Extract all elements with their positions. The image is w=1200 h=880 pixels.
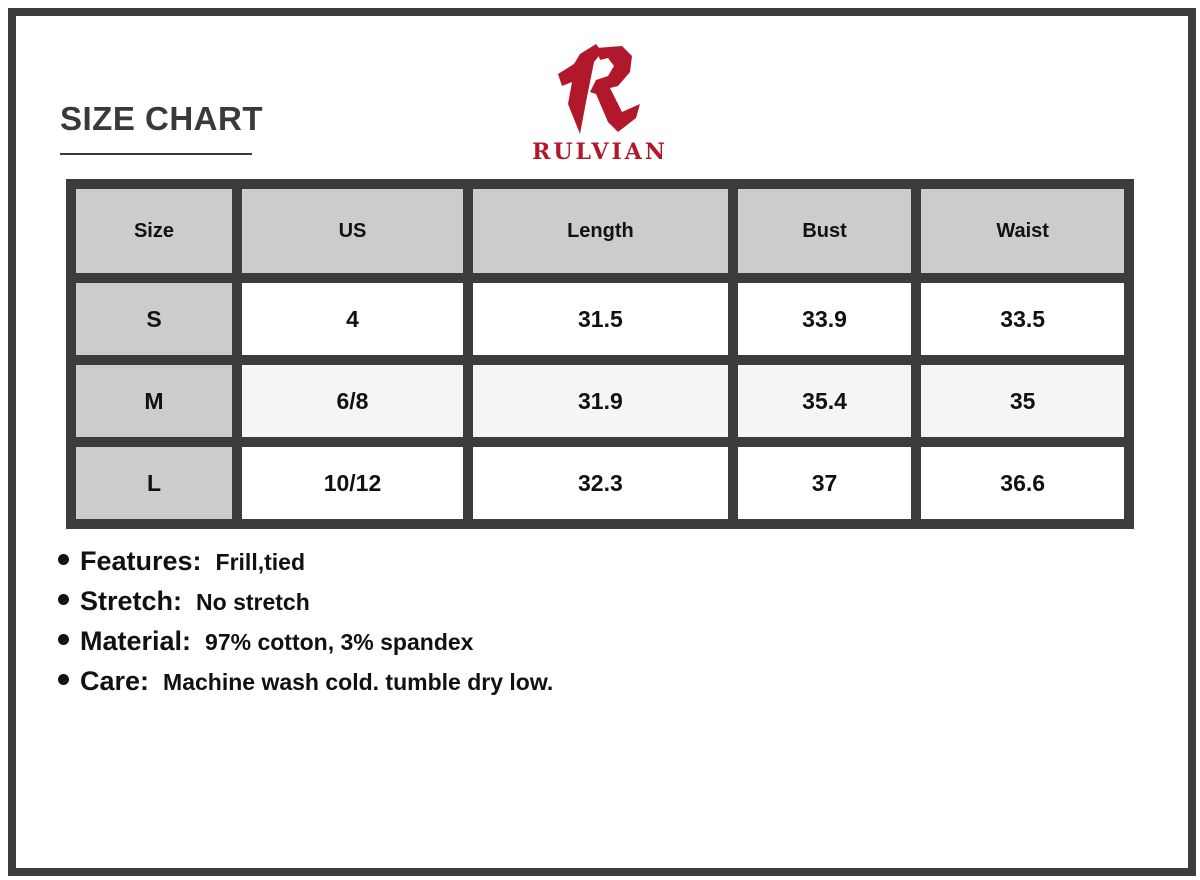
list-item bbox=[58, 546, 553, 586]
bust-cell: 35.4 bbox=[738, 365, 912, 437]
column-header-waist: Waist bbox=[921, 189, 1124, 273]
size-label-cell: S bbox=[76, 283, 232, 355]
us-cell: 6/8 bbox=[242, 365, 463, 437]
waist-cell: 33.5 bbox=[921, 283, 1124, 355]
list-item bbox=[58, 626, 553, 666]
list-item bbox=[58, 586, 553, 626]
column-header-length: Length bbox=[473, 189, 728, 273]
length-cell: 31.5 bbox=[473, 283, 728, 355]
us-cell: 10/12 bbox=[242, 447, 463, 519]
table-header-row bbox=[76, 189, 1124, 273]
product-details-list bbox=[58, 546, 553, 706]
us-cell: 4 bbox=[242, 283, 463, 355]
waist-cell: 35 bbox=[921, 365, 1124, 437]
bullet-icon bbox=[58, 594, 69, 605]
detail-label: Material: bbox=[80, 626, 192, 656]
size-label-cell: M bbox=[76, 365, 232, 437]
length-cell: 32.3 bbox=[473, 447, 728, 519]
table-row bbox=[76, 365, 1124, 437]
detail-value: No stretch bbox=[196, 589, 310, 615]
page-title: SIZE CHART bbox=[60, 100, 263, 137]
column-header-us: US bbox=[242, 189, 463, 273]
r-logo-icon bbox=[556, 42, 644, 134]
length-cell: 31.9 bbox=[473, 365, 728, 437]
detail-value: 97% cotton, 3% spandex bbox=[205, 629, 474, 655]
size-table bbox=[66, 179, 1134, 529]
bust-cell: 33.9 bbox=[738, 283, 912, 355]
bullet-icon bbox=[58, 554, 69, 565]
detail-label: Care: bbox=[80, 666, 150, 696]
title-underline bbox=[60, 153, 252, 155]
list-item bbox=[58, 666, 553, 706]
size-label-cell: L bbox=[76, 447, 232, 519]
bullet-icon bbox=[58, 674, 69, 685]
brand-logo bbox=[520, 42, 680, 167]
column-header-size: Size bbox=[76, 189, 232, 273]
detail-label: Features: bbox=[80, 546, 202, 576]
detail-value: Frill,tied bbox=[215, 549, 305, 575]
waist-cell: 36.6 bbox=[921, 447, 1124, 519]
detail-value: Machine wash cold. tumble dry low. bbox=[163, 669, 554, 695]
bullet-icon bbox=[58, 634, 69, 645]
table-row bbox=[76, 447, 1124, 519]
detail-label: Stretch: bbox=[80, 586, 183, 616]
bust-cell: 37 bbox=[738, 447, 912, 519]
brand-name: RULVIAN bbox=[532, 139, 668, 165]
column-header-bust: Bust bbox=[738, 189, 912, 273]
table-row bbox=[76, 283, 1124, 355]
